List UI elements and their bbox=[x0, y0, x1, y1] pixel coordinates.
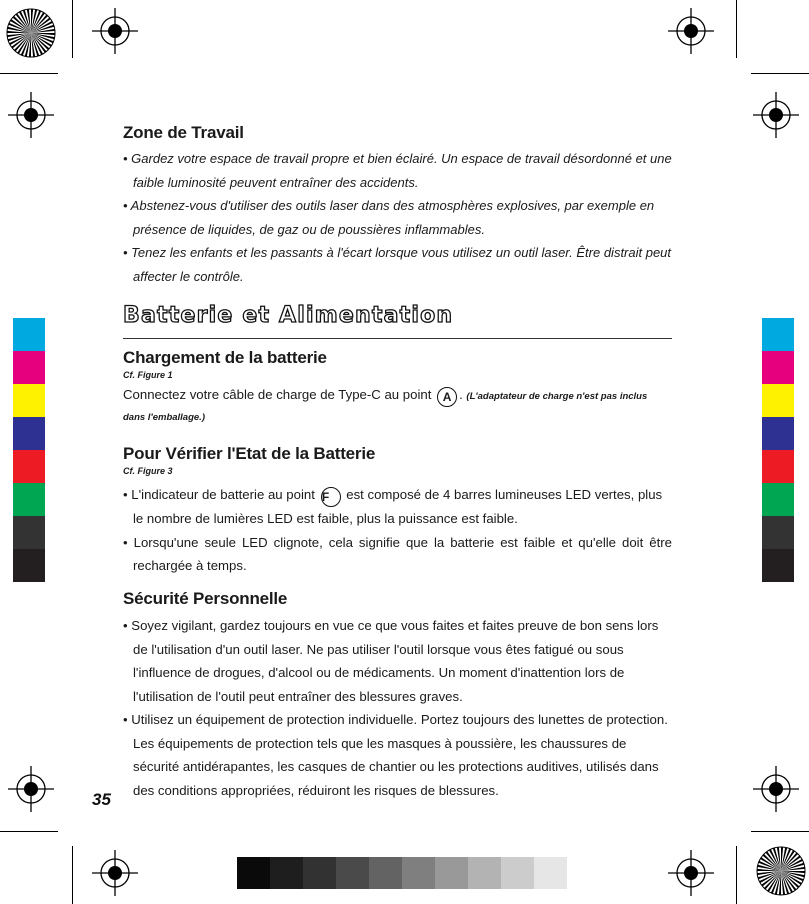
charging-text-start: Connectez votre câble de charge de Type-C au point bbox=[123, 387, 432, 402]
gray-swatch bbox=[303, 857, 336, 889]
color-swatch bbox=[13, 450, 45, 483]
figure-reference: Cf. Figure 1 bbox=[123, 370, 173, 380]
crop-mark bbox=[72, 0, 73, 58]
charging-text-end: . bbox=[459, 387, 463, 402]
crop-mark bbox=[0, 831, 58, 832]
adapter-note: (L'adaptateur de charge n'est pas inclus dans l'emballage.) bbox=[123, 391, 648, 423]
crop-mark bbox=[751, 73, 809, 74]
crop-mark bbox=[736, 0, 737, 58]
battery-section-title: Batterie et Alimentation bbox=[123, 303, 454, 328]
color-swatch bbox=[762, 351, 794, 384]
registration-mark-icon bbox=[753, 766, 799, 812]
star-target-icon bbox=[756, 846, 806, 896]
check-heading: Pour Vérifier l'Etat de la Batterie bbox=[123, 444, 376, 463]
list-item: • Abstenez-vous d'utiliser des outils laser dans des atmosphères explosives, par exemple en présence de liquides, de gaz ou de poussières inflammables. bbox=[123, 198, 655, 237]
color-swatch bbox=[762, 483, 794, 516]
list-item: • Soyez vigilant, gardez toujours en vue ce que vous faites et faites preuve de bon sens lors de l'utilisation d'un outil laser. Ne pas utiliser l'outil lorsque vous êtes fatigué ou sous l'influence de drogues, d'alcool ou de médicaments. Un moment d'inattention lors de l'utilisation de l'outil peut entraîner des blessures graves. bbox=[123, 618, 659, 704]
gray-swatch bbox=[468, 857, 501, 889]
registration-mark-icon bbox=[92, 850, 138, 896]
indicator-text-start: • L'indicateur de batterie au point bbox=[123, 487, 315, 502]
registration-mark-icon bbox=[668, 850, 714, 896]
color-swatch bbox=[13, 549, 45, 582]
list-item: • Lorsqu'une seule LED clignote, cela signifie que la batterie est faible et qu'elle doit être rechargée à temps. bbox=[123, 534, 672, 573]
section-title bbox=[123, 303, 453, 328]
gray-swatch bbox=[534, 857, 567, 889]
color-swatch bbox=[13, 318, 45, 351]
gray-swatch bbox=[369, 857, 402, 889]
color-calibration-strip-right bbox=[762, 318, 794, 582]
list-item: • Tenez les enfants et les passants à l'écart lorsque vous utilisez un outil laser. Être distrait peut affecter le contrôle. bbox=[123, 245, 672, 284]
color-swatch bbox=[13, 417, 45, 450]
gray-swatch bbox=[237, 857, 270, 889]
color-swatch bbox=[762, 318, 794, 351]
registration-mark-icon bbox=[92, 8, 138, 54]
zone-section bbox=[123, 123, 672, 288]
registration-mark-icon bbox=[8, 92, 54, 138]
star-target-icon bbox=[6, 8, 56, 58]
color-swatch bbox=[762, 384, 794, 417]
crop-mark bbox=[751, 831, 809, 832]
registration-mark-icon bbox=[753, 92, 799, 138]
color-swatch bbox=[13, 351, 45, 384]
gray-swatch bbox=[402, 857, 435, 889]
color-swatch bbox=[13, 483, 45, 516]
figure-reference: Cf. Figure 3 bbox=[123, 466, 173, 476]
gray-swatch bbox=[270, 857, 303, 889]
color-swatch bbox=[762, 516, 794, 549]
charging-section bbox=[123, 348, 672, 427]
section-divider bbox=[123, 338, 672, 339]
color-swatch bbox=[13, 384, 45, 417]
gray-swatch bbox=[435, 857, 468, 889]
list-item: • Gardez votre espace de travail propre et bien éclairé. Un espace de travail désordonné et une faible luminosité peuvent entraîner des accidents. bbox=[123, 151, 672, 190]
color-calibration-strip-left bbox=[13, 318, 45, 582]
list-item bbox=[123, 483, 672, 531]
point-f-marker: F bbox=[321, 487, 341, 507]
registration-mark-icon bbox=[668, 8, 714, 54]
color-swatch bbox=[762, 417, 794, 450]
color-swatch bbox=[762, 549, 794, 582]
color-swatch bbox=[13, 516, 45, 549]
crop-mark bbox=[72, 846, 73, 904]
page-number: 35 bbox=[92, 790, 111, 809]
charging-text bbox=[123, 386, 672, 427]
crop-mark bbox=[736, 846, 737, 904]
safety-section bbox=[123, 589, 672, 802]
gray-swatch bbox=[501, 857, 534, 889]
point-a-marker: A bbox=[437, 387, 457, 407]
color-swatch bbox=[762, 450, 794, 483]
indicator-text-end: est composé de 4 barres lumineuses LED vertes, plus le nombre de lumières LED est faible, plus la puissance est faible. bbox=[133, 487, 663, 526]
list-item: • Utilisez un équipement de protection individuelle. Portez toujours des lunettes de protection. Les équipements de protection tels que les masques à poussière, les chaussures de sécurité antidérapantes, les casques de chantier ou les protections auditives, utilisés dans des conditions appropriées, réduiront les risques de blessures. bbox=[123, 712, 668, 798]
charging-heading: Chargement de la batterie bbox=[123, 348, 327, 367]
zone-heading: Zone de Travail bbox=[123, 123, 244, 142]
crop-mark bbox=[0, 73, 58, 74]
gray-swatch bbox=[336, 857, 369, 889]
check-section bbox=[123, 444, 672, 578]
safety-heading: Sécurité Personnelle bbox=[123, 589, 288, 608]
registration-mark-icon bbox=[8, 766, 54, 812]
grayscale-calibration-bar bbox=[237, 857, 567, 889]
